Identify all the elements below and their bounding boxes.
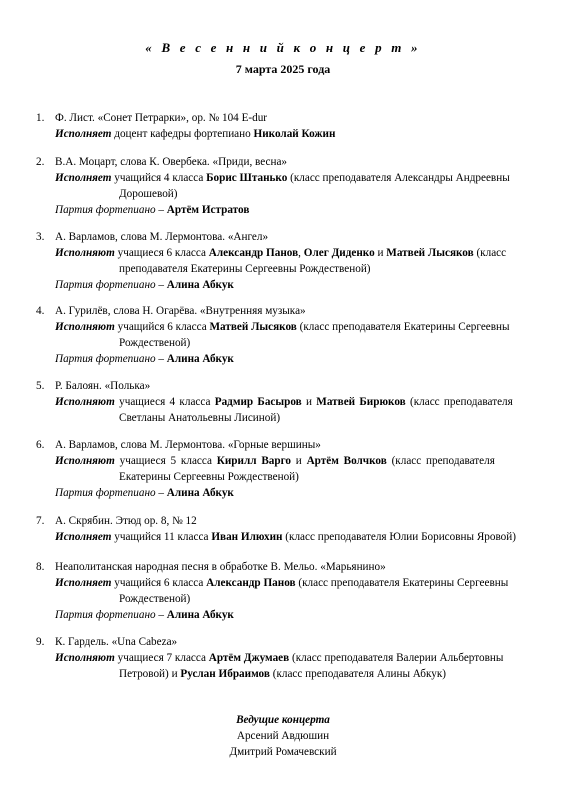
- teacher-info-cont: Рождественой): [119, 337, 191, 349]
- work-title: Неаполитанская народная песня в обработке В. Мельо. «Марьянино»: [55, 561, 386, 573]
- pianist-name: Алина Абкук: [166, 279, 234, 291]
- performer-name: Артём Волчков: [306, 455, 387, 467]
- role-label: Исполняют: [55, 652, 115, 664]
- performer-name: Матвей Лысяков: [386, 247, 474, 259]
- pianist-name: Артём Истратов: [166, 204, 250, 216]
- performer-line: [55, 394, 527, 410]
- teacher-info-cont: Рождественой): [119, 593, 191, 605]
- teacher-info-cont: Дорошевой): [119, 188, 178, 200]
- performer-name: Руслан Ибраимов: [180, 668, 270, 680]
- work-title: Р. Балоян. «Полька»: [55, 380, 151, 392]
- conjunction: и: [306, 396, 312, 408]
- teacher-info: (класс преподавателя: [409, 396, 513, 408]
- item-number: 6.: [36, 439, 45, 451]
- role-label: Исполняет: [55, 577, 112, 589]
- performer-desc: учащиеся 5 класса: [119, 455, 212, 467]
- performer-line: [55, 575, 527, 591]
- performer-name: Борис Штанько: [206, 172, 288, 184]
- pianist-name: Алина Абкук: [166, 353, 234, 365]
- performer-name: Николай Кожин: [253, 128, 336, 140]
- performer-name: Олег Диденко: [303, 247, 375, 259]
- performer-name: Матвей Бирюков: [316, 396, 406, 408]
- performer-name: Матвей Лысяков: [209, 321, 297, 333]
- performer-desc: учащийся 6 класса: [117, 321, 207, 333]
- work-title: А. Варламов, слова М. Лермонтова. «Ангел»: [55, 231, 269, 243]
- performer-desc: учащиеся 7 класса: [117, 652, 206, 664]
- performer-name: Радмир Басыров: [214, 396, 302, 408]
- teacher-info-cont: [119, 666, 527, 682]
- piano-line: [55, 277, 527, 293]
- item-number: 3.: [36, 231, 45, 243]
- teacher-info-part: (класс преподавателя Алины Абкук): [272, 668, 446, 680]
- role-label: Исполняет: [55, 172, 112, 184]
- teacher-info: (класс преподавателя Александры Андреевны: [290, 172, 510, 184]
- performer-line: [55, 453, 527, 469]
- teacher-info: (класс преподавателя Валерии Альбертовны: [291, 652, 504, 664]
- piano-line: [55, 351, 527, 367]
- performer-desc: учащиеся 6 класса: [117, 247, 206, 259]
- teacher-info: (класс преподавателя Екатерины Сергеевны: [298, 577, 509, 589]
- work-title: К. Гардель. «Una Cabeza»: [55, 636, 178, 648]
- performer-line: [55, 170, 527, 186]
- pianist-name: Алина Абкук: [166, 609, 234, 621]
- piano-label: Партия фортепиано –: [55, 279, 164, 291]
- hosts-heading: Ведущие концерта: [236, 714, 330, 726]
- work-title: В.А. Моцарт, слова К. Овербека. «Приди, весна»: [55, 156, 288, 168]
- piano-line: [55, 607, 527, 623]
- host-name: Дмитрий Ромачевский: [229, 746, 337, 758]
- teacher-info: (класс: [476, 247, 507, 259]
- work-title: А. Варламов, слова М. Лермонтова. «Горные вершины»: [55, 439, 321, 451]
- performer-line: [55, 319, 527, 335]
- performer-desc: учащиеся 4 класса: [119, 396, 211, 408]
- concert-title: « В е с е н н и й к о н ц е р т »: [145, 40, 421, 55]
- performer-desc: доцент кафедры фортепиано: [114, 128, 251, 140]
- performer-line: Исполняют учащиеся 6 класса Александр Панов, Олег Диденко и Матвей Лысяков (класс: [55, 247, 507, 259]
- teacher-info-cont: преподавателя Екатерины Сергеевны Рождественой): [119, 263, 371, 275]
- piano-line: [55, 485, 527, 501]
- performer-desc: учащийся 6 класса: [114, 577, 204, 589]
- teacher-info-cont: Светланы Анатольевны Лисиной): [119, 412, 281, 424]
- role-label: Исполняют: [55, 455, 115, 467]
- performer-desc: учащийся 4 класса: [114, 172, 204, 184]
- item-number: 2.: [36, 156, 45, 168]
- concert-date: 7 марта 2025 года: [235, 62, 331, 76]
- teacher-info: (класс преподавателя Екатерины Сергеевны: [299, 321, 510, 333]
- performer-desc: учащийся 11 класса: [114, 531, 209, 543]
- teacher-info-cont: Екатерины Сергеевны Рождественой): [119, 471, 299, 483]
- host-name: Арсений Авдюшин: [236, 730, 330, 742]
- item-number: 7.: [36, 515, 45, 527]
- piano-label: Партия фортепиано –: [55, 353, 164, 365]
- performer-name: Артём Джумаев: [208, 652, 290, 664]
- piano-label: Партия фортепиано –: [55, 487, 164, 499]
- item-number: 8.: [36, 561, 45, 573]
- item-number: 5.: [36, 380, 45, 392]
- piano-label: Партия фортепиано –: [55, 609, 164, 621]
- performer-name: Александр Панов: [206, 577, 296, 589]
- conjunction: и: [295, 455, 302, 467]
- work-title: А. Гурилёв, слова Н. Огарёва. «Внутренняя музыка»: [55, 305, 306, 317]
- performer-name: Александр Панов: [208, 247, 299, 259]
- piano-line: [55, 202, 527, 218]
- performer-line: [55, 126, 527, 142]
- conjunction: и: [377, 247, 384, 259]
- role-label: Исполняют: [55, 396, 115, 408]
- item-number: 1.: [36, 112, 45, 124]
- performer-line: [55, 650, 527, 666]
- role-label: Исполняет: [55, 128, 112, 140]
- pianist-name: Алина Абкук: [166, 487, 234, 499]
- performer-line: [55, 529, 527, 545]
- teacher-info: (класс преподавателя: [391, 455, 495, 467]
- item-number: 9.: [36, 636, 45, 648]
- role-label: Исполняют: [55, 247, 115, 259]
- performer-name: Иван Илюхин: [211, 531, 283, 543]
- teacher-info: (класс преподавателя Юлии Борисовны Яровой): [285, 531, 516, 543]
- teacher-info-part: Петровой) и: [119, 668, 178, 680]
- role-label: Исполняют: [55, 321, 115, 333]
- work-title: А. Скрябин. Этюд ор. 8, № 12: [55, 515, 197, 527]
- performer-name: Кирилл Варго: [216, 455, 291, 467]
- item-number: 4.: [36, 305, 45, 317]
- piano-label: Партия фортепиано –: [55, 204, 164, 216]
- role-label: Исполняет: [55, 531, 112, 543]
- work-title: Ф. Лист. «Сонет Петрарки», ор. № 104 E-dur: [55, 112, 268, 124]
